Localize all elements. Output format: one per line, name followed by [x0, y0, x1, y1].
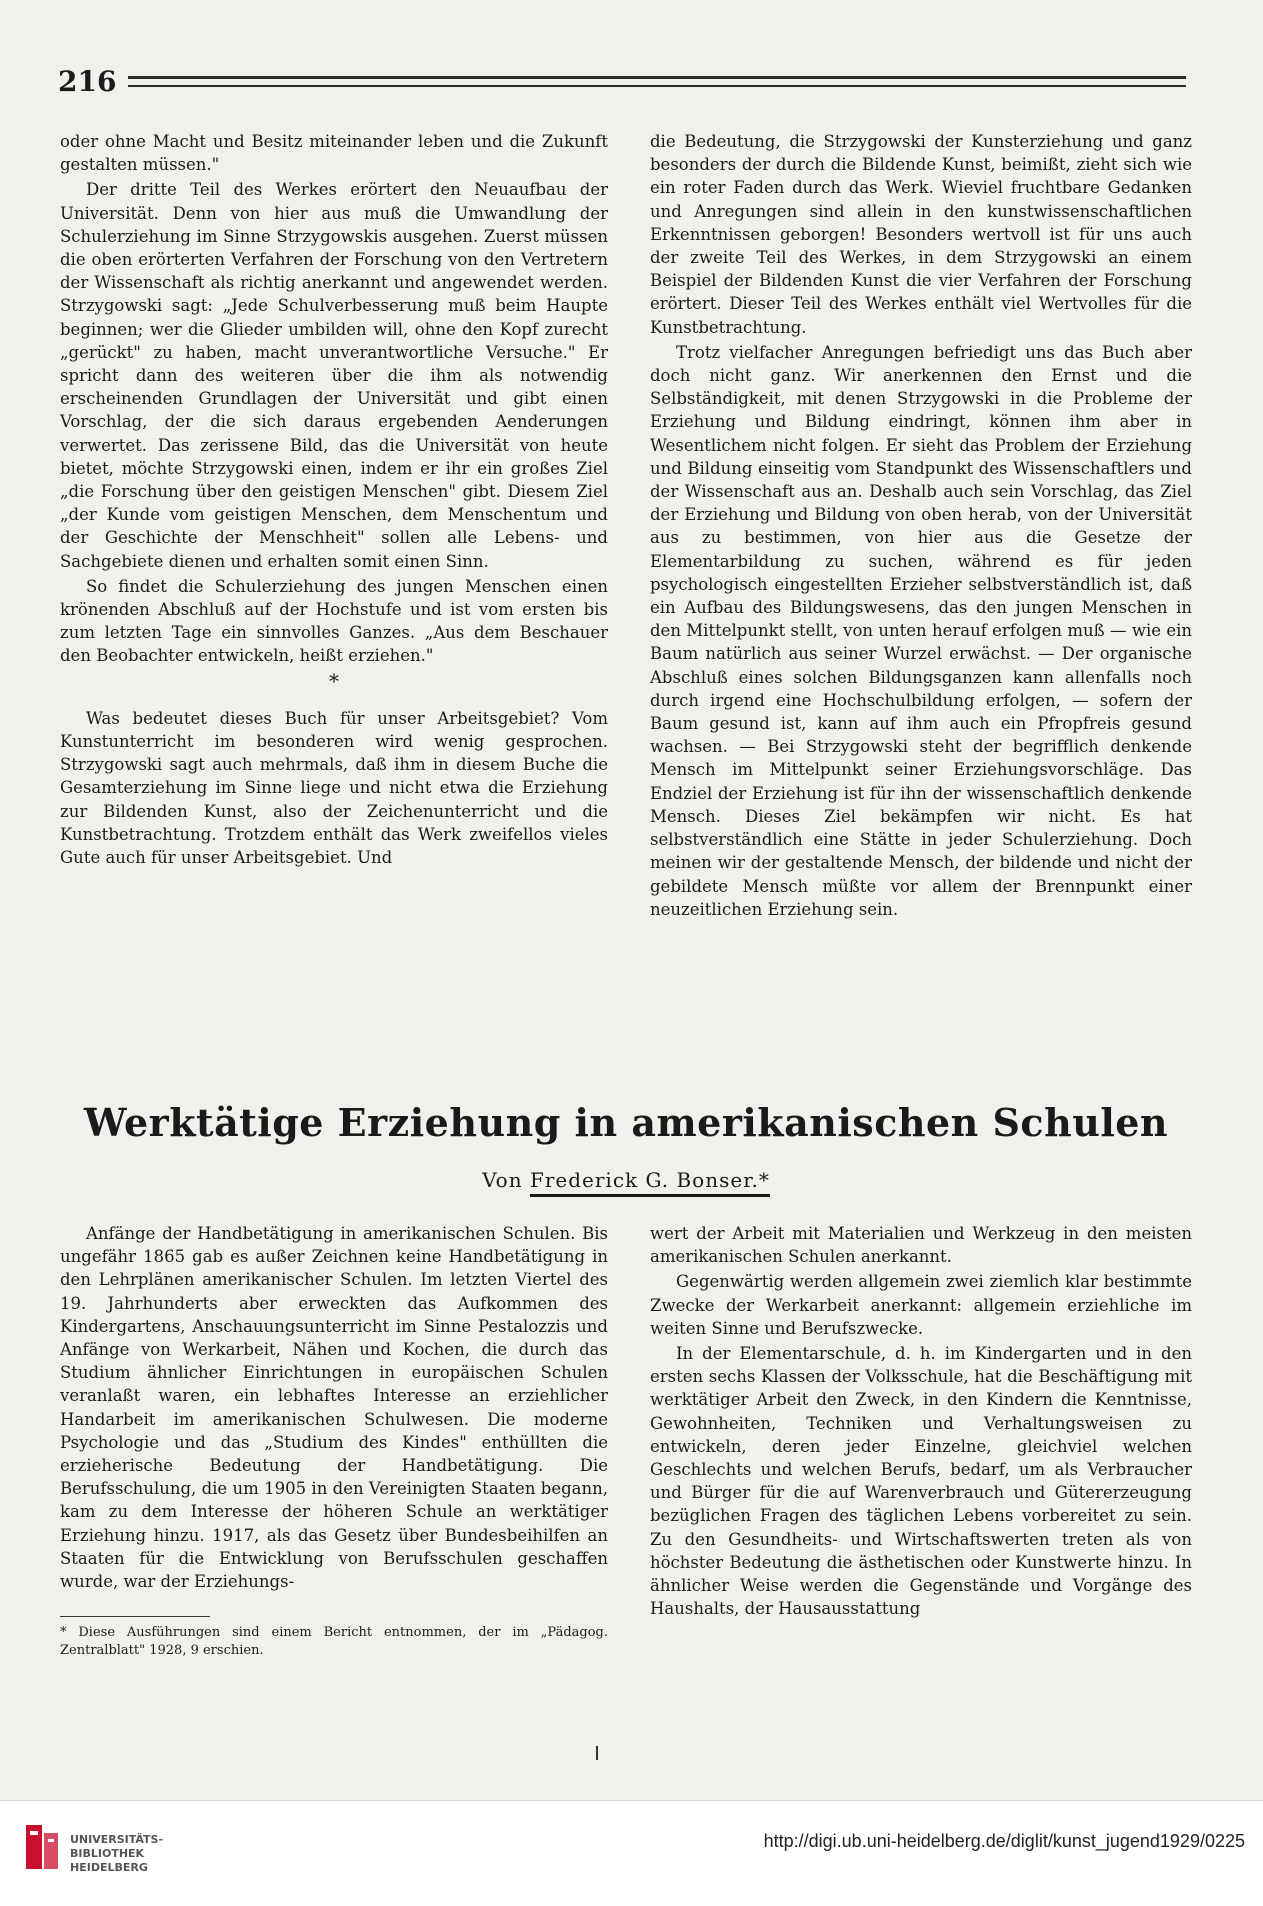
paragraph: die Bedeutung, die Strzygowski der Kunsterziehung und ganz besonders der durch die Bildende Kunst, beimißt, zieht sich wie ein roter Faden durch das Werk. Wieviel fruchtbare Gedanken und Anregungen sind allein in den kunstwissenschaftlichen Erkenntnissen geborgen! Besonders wertvoll ist für uns auch der zweite Teil des Werkes, in dem Strzygowski an einem Beispiel der Bildenden Kunst die vier Verfahren der Forschung erörtert. Dieser Teil des Werkes enthält viel Wertvolles für die Kunstbetrachtung.	[650, 132, 1192, 337]
column-bottom-right	[650, 1222, 1192, 1622]
section-separator: *	[329, 668, 339, 693]
footnote: * Diese Ausführungen sind einem Bericht entnommen, der im „Pädagog. Zentralblatt" 1928, 9 erschien.	[60, 1625, 608, 1658]
library-name-line: UNIVERSITÄTS-	[70, 1833, 164, 1846]
paragraph: In der Elementarschule, d. h. im Kindergarten und in den ersten sechs Klassen der Volksschule, hat die Beschäftigung mit werktätiger Arbeit den Zweck, in den Kindern die Kenntnisse, Gewohnheiten, Techniken und Verhaltungsweisen zu entwickeln, deren jeder Einzelne, gleichviel welchen Geschlechts und welchen Berufs, bedarf, um als Verbraucher und Bürger für die auf Warenverbrauch und Gütererzeugung bezüglichen Fragen des täglichen Lebens vorbereitet zu sein. Zu den Gesundheits- und Wirtschaftswerten treten als von höchster Bedeutung die ästhetischen oder Kunstwerte hinzu. In ähnlicher Weise werden die Gegenstände und Vorgänge des Haushalts, der Hausausstattung	[650, 1344, 1192, 1619]
paragraph: oder ohne Macht und Besitz miteinander leben und die Zukunft gestalten müssen."	[60, 132, 608, 175]
page-number: 216	[58, 64, 117, 98]
library-name-line: BIBLIOTHEK	[70, 1847, 145, 1860]
article-title: Werktätige Erziehung in amerikanischen Schulen	[83, 1100, 1169, 1145]
column-top-right	[650, 130, 1192, 923]
paragraph: Gegenwärtig werden allgemein zwei ziemlich klar bestimmte Zwecke der Werkarbeit anerkannt: allgemein erziehliche im weiten Sinne und Berufszwecke.	[650, 1272, 1192, 1338]
footnote-rule	[60, 1616, 210, 1617]
library-name	[70, 1833, 163, 1875]
paragraph: Der dritte Teil des Werkes erörtert den Neuaufbau der Universität. Denn von hier aus muß die Umwandlung der Schulerziehung im Sinne Strzygowskis ausgehen. Zuerst müssen die oben erörterten Verfahren der Forschung von den Vertretern der Wissenschaft als richtig anerkannt und angewendet werden. Strzygowski sagt: „Jede Schulverbesserung muß beim Haupte beginnen; wer die Glieder umbilden will, ohne den Kopf zurecht „gerückt" zu haben, macht unverantwortliche Versuche." Er spricht dann des weiteren über die ihm als notwendig erscheinenden Grundlagen der Universität und gibt einen Vorschlag, der die sich daraus ergebenden Aenderungen verwertet. Das zerissene Bild, das die Universität von heute bietet, möchte Strzygowski einen, indem er ihr ein großes Ziel „die Forschung über den geistigen Menschen" gibt. Diesem Ziel „der Kunde vom geistigen Menschen, dem Menschentum und der Geschichte der Menschheit" sollen alle Lebens- und Sachgebiete dienen und erhalten somit einen Sinn.	[60, 180, 608, 571]
paragraph: Was bedeutet dieses Buch für unser Arbeitsgebiet? Vom Kunstunterricht im besonderen wird wenig gesprochen. Strzygowski sagt auch mehrmals, daß ihm in diesem Buche die Gesamterziehung im Sinne liege und nicht etwa die Erziehung zur Bildenden Kunst, also der Zeichenunterricht und die Kunstbetrachtung. Trotzdem enthält das Werk zweifellos vieles Gute auch für unser Arbeitsgebiet. Und	[60, 708, 608, 868]
byline-prefix: Von	[482, 1168, 530, 1192]
column-top-left	[60, 130, 608, 871]
paragraph: So findet die Schulerziehung des jungen Menschen einen krönenden Abschluß auf der Hochstufe und ist vom ersten bis zum letzten Tage ein sinnvolles Ganzes. „Aus dem Beschauer den Beobachter entwickeln, heißt erziehen."	[60, 576, 608, 666]
viewer-footer	[0, 1800, 1263, 1906]
page-header	[58, 66, 1186, 96]
column-bottom-left	[60, 1222, 608, 1595]
article-byline	[60, 1168, 1192, 1192]
library-name-line: HEIDELBERG	[70, 1861, 148, 1874]
source-url-link[interactable]: http://digi.ub.uni-heidelberg.de/diglit/kunst_jugend1929/0225	[763, 1831, 1245, 1851]
paragraph: Anfänge der Handbetätigung in amerikanischen Schulen. Bis ungefähr 1865 gab es außer Zeichnen keine Handbetätigung in den Lehrplänen amerikanischer Schulen. Im letzten Viertel des 19. Jahrhunderts aber erweckten das Aufkommen des Kindergartens, Anschauungsunterricht im Sinne Pestalozzis und Anfänge von Werkarbeit, Nähen und Kochen, die durch das Studium ähnlicher Einrichtungen in europäischen Schulen veranlaßt waren, ein lebhaftes Interesse an erziehlicher Handarbeit im amerikanischen Schulwesen. Die moderne Psychologie und das „Studium des Kindes" enthüllten die erzieherische Bedeutung der Handbetätigung. Die Berufsschulung, die um 1905 in den Vereinigten Staaten begann, kam zu dem Interesse der höheren Schule an werktätiger Erziehung hinzu. 1917, als das Gesetz über Bundesbeihilfen an Staaten für die Entwicklung von Berufsschulen geschaffen wurde, war der Erziehungs-	[60, 1224, 608, 1592]
paragraph: Trotz vielfacher Anregungen befriedigt uns das Buch aber doch nicht ganz. Wir anerkennen den Ernst und die Selbständigkeit, mit denen Strzygowski in die Probleme der Erziehung und Bildung eindringt, können ihm aber in Wesentlichem nicht folgen. Er sieht das Problem der Erziehung und Bildung einseitig vom Standpunkt des Wissenschaftlers und der Wissenschaft aus an. Deshalb auch sein Vorschlag, das Ziel der Erziehung und Bildung von oben herab, von der Universität aus zu bestimmen, von hier aus die Gesetze der Elementarbildung zu suchen, während es für jeden psychologisch eingestellten Erzieher selbstverständlich ist, daß ein Aufbau des Bildungswesens, das den jungen Menschen in den Mittelpunkt stellt, von unten herauf erfolgen muß — wie ein Baum natürlich aus seiner Wurzel erwächst. — Der organische Abschluß eines solchen Bildungsganzen kann allenfalls noch durch irgend eine Hochschulbildung erfolgen, — sofern der Baum gesund ist, kann auf ihm auch ein Pfropfreis gesund wachsen. — Bei Strzygowski steht der begrifflich denkende Mensch im Mittelpunkt seiner Erziehungsvorschläge. Das Endziel der Erziehung ist für ihn der wissenschaftlich denkende Mensch. Dieses Ziel bekämpfen wir nicht. Es hat selbstverständlich eine Stätte in jeder Schulerziehung. Doch meinen wir der gestaltende Mensch, der bildende und nicht der gebildete Mensch müßte vor allem der Brennpunkt einer neuzeitlichen Erziehung sein.	[650, 342, 1192, 919]
byline-author: Frederick G. Bonser.*	[530, 1168, 770, 1197]
library-logo-icon	[22, 1819, 62, 1875]
paragraph: wert der Arbeit mit Materialien und Werkzeug in den meisten amerikanischen Schulen anerkannt.	[650, 1224, 1192, 1267]
page-mark	[596, 1746, 598, 1760]
header-rule	[128, 76, 1186, 87]
